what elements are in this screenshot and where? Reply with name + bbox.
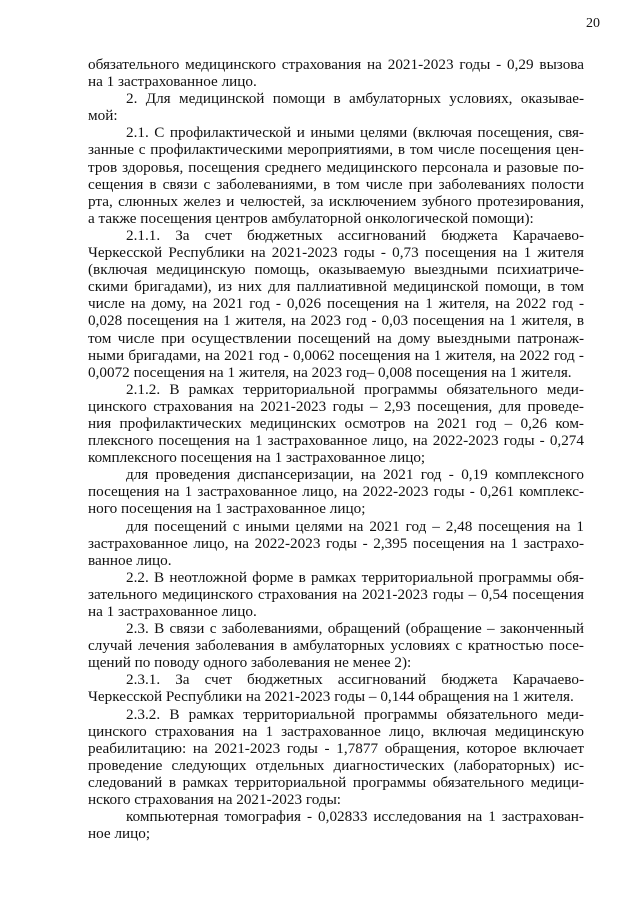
text-line: комплексного посещения на 1 застрахованное лицо; [88,449,426,467]
text-line: нского страхования на 2021-2023 годы: [88,791,341,809]
text-line: 2.3. В связи с заболеваниями, обращений (обращение – законченный [126,620,584,638]
text-line: плексного посещения на 1 застрахованное лицо, на 2022-2023 годы - 0,274 [88,432,584,450]
text-line: ного посещения на 1 застрахованное лицо; [88,500,366,518]
text-line: тров здоровья, посещения среднего медицинского персонала и разовые по- [88,158,584,176]
text-line: 2.3.1. За счет бюджетных ассигнований бюджета Карачаево- [126,671,584,689]
text-line: компьютерная томография - 0,02833 исследования на 1 застрахован- [126,808,584,826]
text-line: 2.1.2. В рамках территориальной программы обязательного меди- [126,380,584,398]
text-line: (включая медицинскую помощь, оказываемую выездными психиатриче- [88,261,584,279]
text-line: проведение следующих отдельных диагностических (лабораторных) ис- [88,756,584,774]
text-line: том числе при осуществлении посещений на дому выездными патронаж- [88,329,584,347]
text-line: для посещений с иными целями на 2021 год – 2,48 посещения на 1 [126,517,584,535]
text-line: 2.1. С профилактической и иными целями (включая посещения, свя- [126,124,584,142]
text-line: на 1 застрахованное лицо. [88,73,257,91]
text-line: Черкесской Республики на 2021-2023 годы - 0,73 посещения на 1 жителя [88,244,584,262]
text-line: для проведения диспансеризации, на 2021 год - 0,19 комплексного [126,466,584,484]
text-line: 2.3.2. В рамках территориальной программы обязательного меди- [126,705,584,723]
text-line: застрахованное лицо, на 2022-2023 годы - 2,395 посещения на 1 застрахо- [88,534,584,552]
text-line: ния профилактических медицинских осмотров на 2021 год – 0,26 ком- [88,414,584,432]
document-body [88,56,584,842]
text-line: ными бригадами, на 2021 год - 0,0062 посещения на 1 жителя, на 2022 год - [88,346,584,364]
text-line: цинского страхования на 1 застрахованное лицо, включая медицинскую [88,722,584,740]
text-line: зательного медицинского страхования на 2021-2023 годы – 0,54 посещения [88,585,584,603]
text-line: следований в рамках территориальной программы обязательного медици- [88,773,584,791]
text-line: 2. Для медицинской помощи в амбулаторных условиях, оказывае- [126,90,584,108]
text-line: посещения на 1 застрахованное лицо, на 2022-2023 годы - 0,261 комплекс- [88,483,584,501]
text-line: цинского страхования на 2021-2023 годы – 2,93 посещения, для проведе- [88,397,584,415]
text-line: Черкесской Республики на 2021-2023 годы – 0,144 обращения на 1 жителя. [88,688,574,706]
text-line: числе на дому, на 2021 год - 0,026 посещения на 1 жителя, на 2022 год - [88,295,584,313]
text-line: а также посещения центров амбулаторной онкологической помощи): [88,209,534,227]
text-line: сещения в связи с заболеваниями, в том числе при заболеваниях полости [88,175,584,193]
text-line: скими бригадами), из них для паллиативной медицинской помощи, в том [88,278,584,296]
text-line: занные с профилактическими мероприятиями, в том числе посещения цен- [88,141,584,159]
text-line: ванное лицо. [88,551,172,569]
text-line: 0,028 посещения на 1 жителя, на 2023 год - 0,03 посещения на 1 жителя, в [88,312,584,330]
text-line: 2.2. В неотложной форме в рамках территориальной программы обя- [126,568,584,586]
text-line: 0,0072 посещения на 1 жителя, на 2023 год– 0,008 посещения на 1 жителя. [88,363,572,381]
text-line: случай лечения заболевания в амбулаторных условиях с кратностью посе- [88,637,584,655]
text-line: на 1 застрахованное лицо. [88,603,257,620]
text-line: мой: [88,107,118,125]
page-number: 20 [586,16,600,31]
text-line: 2.1.1. За счет бюджетных ассигнований бюджета Карачаево- [126,226,584,244]
text-line: ное лицо; [88,825,151,843]
text-line: обязательного медицинского страхования на 2021-2023 годы - 0,29 вызова [88,56,584,73]
text-line: рта, слюнных желез и челюстей, за исключением зубного протезирования, [88,192,584,210]
text-line: щений по поводу одного заболевания не менее 2): [88,654,412,672]
text-line: реабилитацию: на 2021-2023 годы - 1,7877 обращения, которое включает [88,739,584,757]
